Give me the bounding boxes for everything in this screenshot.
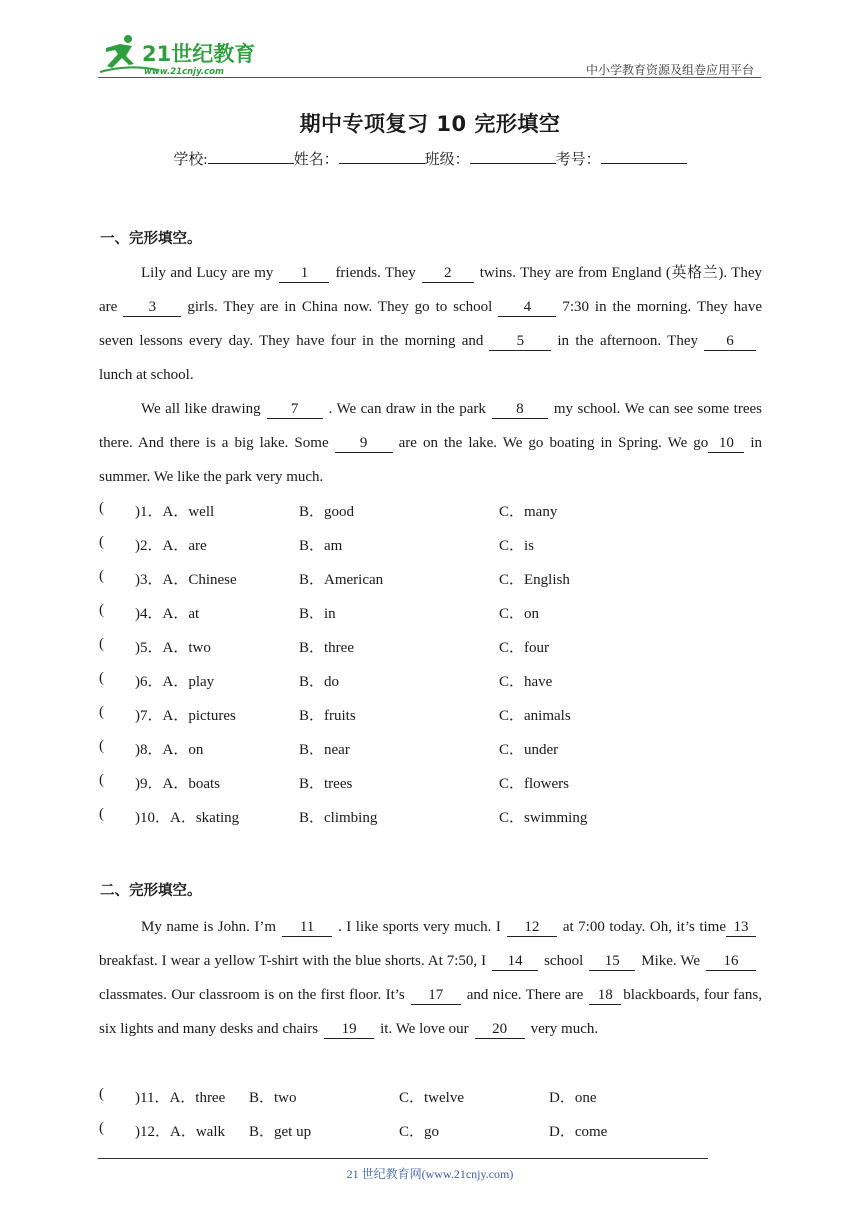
section-1-paragraph-2: We all like drawing 7 . We can draw in the park 8 my school. We can see some trees there. And there is a big lake. Some 9 are on the lake. We go boating in Spring. We go 10 in summer. We like the park very much. (99, 401, 762, 485)
section-1-paragraph-1: Lily and Lucy are my 1 friends. They 2 twins. They are from England (英格兰). They are 3 girls. They are in China now. They go to school 4 7:30 in the morning. They have seven lessons every day. They have four in the morning and 5 in the afternoon. They 6lunch at school. (99, 265, 762, 383)
class-blank[interactable] (470, 149, 556, 164)
section-2-paragraph-1: My name is John. I’m 11 . I like sports very much. I 12 at 7:00 today. Oh, it’s time 13breakfast. I wear a yellow T-shirt with the blue shorts. At 7:50, I 14 school 15 Mike. We 16classmates. Our classroom is on the first floor. It’s 17 and nice. There are 18 blackboards, four fans, six lights and many desks and chairs 19 it. We love our 20 very much. (99, 919, 762, 1037)
page-header (98, 28, 758, 78)
blank-2: 2 (422, 265, 474, 283)
blank-3: 3 (123, 299, 181, 317)
blank-11: 11 (282, 919, 332, 937)
blank-4: 4 (498, 299, 556, 317)
school-label: 学校: (173, 152, 208, 168)
section-1-heading: 一、完形填空。 (100, 231, 202, 247)
class-label: 班级： (424, 152, 470, 168)
exam-no-label: 考号： (555, 152, 601, 168)
site-logo (98, 34, 258, 78)
blank-16: 16 (706, 953, 756, 971)
blank-1: 1 (279, 265, 329, 283)
blank-5: 5 (489, 333, 551, 351)
blank-14: 14 (492, 953, 538, 971)
blank-13: 13 (726, 919, 756, 937)
footer-divider (98, 1158, 708, 1159)
school-blank[interactable] (208, 149, 294, 164)
blank-17: 17 (411, 987, 461, 1005)
blank-8: 8 (492, 401, 548, 419)
student-info-line (0, 148, 860, 169)
blank-18: 18 (589, 987, 621, 1005)
blank-9: 9 (335, 435, 393, 453)
page-title: 期中专项复习 10 完形填空 (299, 112, 561, 136)
blank-20: 20 (475, 1021, 525, 1039)
exam-no-blank[interactable] (601, 149, 687, 164)
header-platform-text: 中小学教育资源及组卷应用平台 (585, 63, 754, 77)
header-divider (98, 77, 761, 78)
name-label: 姓名： (293, 152, 339, 168)
footer-link[interactable]: 21 世纪教育网(www.21cnjy.com) (346, 1167, 514, 1181)
blank-10: 10 (708, 435, 744, 453)
blank-7: 7 (267, 401, 323, 419)
name-blank[interactable] (339, 149, 425, 164)
svg-text:www.21cnjy.com: www.21cnjy.com (144, 67, 224, 77)
svg-text:21世纪教育: 21世纪教育 (142, 42, 256, 66)
blank-6: 6 (704, 333, 756, 351)
blank-15: 15 (589, 953, 635, 971)
section-2-heading: 二、完形填空。 (100, 883, 202, 899)
blank-12: 12 (507, 919, 557, 937)
blank-19: 19 (324, 1021, 374, 1039)
